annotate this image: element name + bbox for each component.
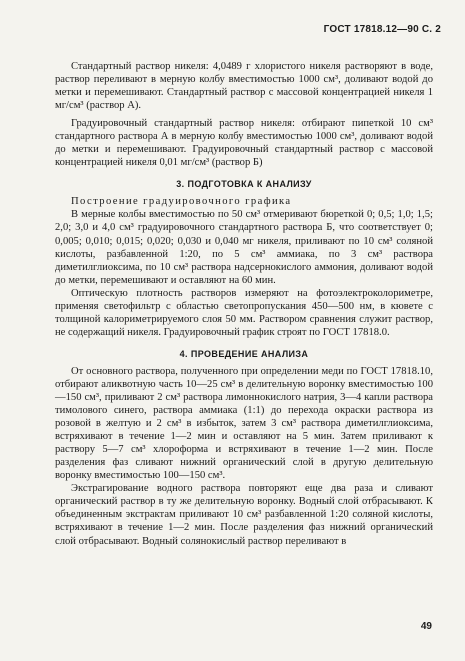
paragraph-calibration-solution: Градуировочный стандартный раствор никеля: отбирают пипеткой 10 см³ стандартного раствора А в мерную колбу вместимостью 1000 см³, доливают водой до метки и перемешивают. Градуировочный стандартный раствор с массовой концентрацией никеля 0,01 мг/см³ (раствор Б) (55, 118, 433, 169)
paragraph-calibration-procedure: В мерные колбы вместимостью по 50 см³ отмеривают бюреткой 0; 0,5; 1,0; 1,5; 2,0; 3,0 и 4,0 см³ градуировочного стандартного раствора Б, что соответствует 0; 0,005; 0,010; 0,015; 0,020; 0,030 и 0,040 мг никеля, приливают по 10 см³ соляной кислоты, разбавленной 1:20, по 5 см³ аммиака, по 3 см³ раствора диметилглиоксима, по 10 см³ раствора надсернокислого аммония, доливают водой до метки, перемешивают и оставляют на 60 мин. (55, 209, 433, 286)
paragraph-optical-density: Оптическую плотность растворов измеряют на фотоэлектроколориметре, применяя светофильтр с областью светопропускания 450—500 нм, в кювете с толщиной калориметрируемого слоя 50 мм. Раствором сравнения служит раствор, не содержащий никеля. Градуировочный график строят по ГОСТ 17818.0. (55, 287, 433, 338)
paragraph-analysis: От основного раствора, полученного при определении меди по ГОСТ 17818.10, отбирают аликвотную часть 10—25 см³ в делительную воронку вместимостью 100—150 см³, приливают 2 см³ раствора лимоннокислого натрия, 3—4 капли раствора тимолового синего, раствора аммиака (1:1) до перехода окраски раствора из розовой в желтую и 2 см³ в избыток, затем 3 см³ раствора диметилглиоксима, встряхивают в течение 1—2 мин и оставляют на 5 мин. Затем приливают к раствору 5—7 см³ хлороформа и встряхивают в течение 1—2 мин. После разделения фаз сливают нижний органический слой в другую делительную воронку вместимостью 100—150 см³. (55, 365, 433, 482)
paragraph-extraction: Экстрагирование водного раствора повторяют еще два раза и сливают органический раствор в ту же делительную воронку. Водный слой отбрасывают. К объединенным экстрактам приливают 10 см³ разбавленной 1:20 соляной кислоты, встряхивают в течение 1—2 мин. После разделения фаз нижний органический слой отбрасывают. Водный солянокислый раствор переливают в (55, 483, 433, 547)
section-4-heading: 4. ПРОВЕДЕНИЕ АНАЛИЗА (179, 348, 309, 359)
running-header: ГОСТ 17818.12—90 С. 2 (323, 24, 441, 35)
subsection-heading: Построение градуировочного графика (71, 196, 292, 208)
document-body (55, 60, 433, 548)
section-3-heading: 3. ПОДГОТОВКА К АНАЛИЗУ (176, 179, 312, 190)
page-number: 49 (420, 621, 432, 632)
paragraph-standard-solution: Стандартный раствор никеля: 4,0489 г хлористого никеля растворяют в воде, раствор переливают в мерную колбу вместимостью 1000 см³, доливают водой до метки и перемешивают. Стандартный раствор с массовой концентрацией никеля 1 мг/см³ (раствор А). (55, 61, 433, 112)
